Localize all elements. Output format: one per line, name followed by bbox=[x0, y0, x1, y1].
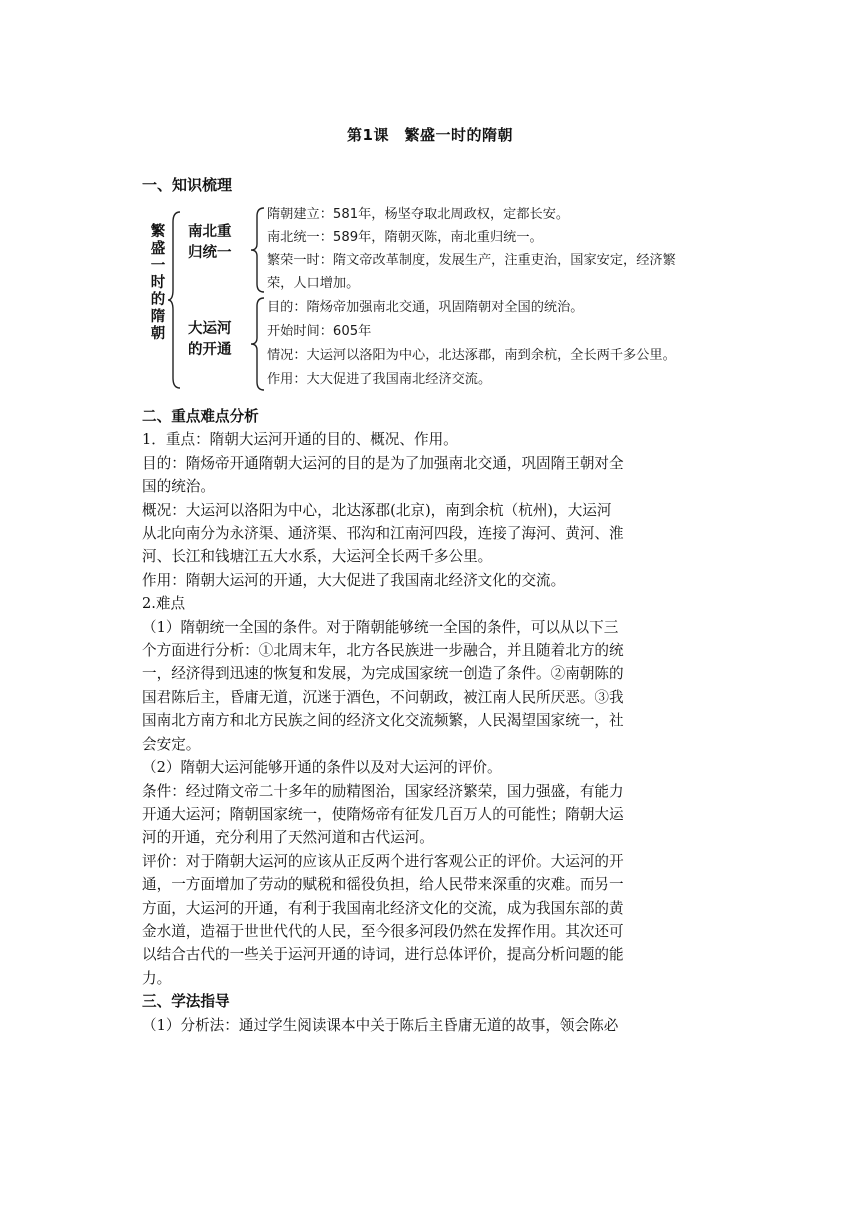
root-char: 朝 bbox=[150, 326, 166, 342]
root-char: 的 bbox=[150, 292, 166, 308]
branch-reunification-brace bbox=[250, 206, 266, 294]
body-line: （1）分析法：通过学生阅读课本中关于陈后主昏庸无道的故事，领会陈必 bbox=[142, 1016, 619, 1034]
root-char: 时 bbox=[150, 275, 166, 291]
grand-canal-item: 目的：隋炀帝加强南北交通，巩固隋朝对全国的统治。 bbox=[267, 300, 584, 315]
body-line: 一，经济得到迅速的恢复和发展，为完成国家统一创造了条件。②南朝陈的 bbox=[142, 665, 624, 683]
body-line: 目的：隋炀帝开通隋朝大运河的目的是为了加强南北交通，巩固隋王朝对全 bbox=[142, 454, 624, 472]
body-line: 国君陈后主，昏庸无道，沉迷于酒色，不问朝政，被江南人民所厌恶。③我 bbox=[142, 688, 624, 706]
diagram-root-label bbox=[150, 224, 166, 343]
body-line: 金水道，造福于世世代代的人民，至今很多河段仍然在发挥作用。其次还可 bbox=[142, 922, 624, 940]
body-line: 通，一方面增加了劳动的赋税和徭役负担，给人民带来深重的灾难。而另一 bbox=[142, 876, 624, 894]
section-heading-study-method: 三、学法指导 bbox=[142, 993, 230, 1011]
reunification-item: 繁荣一时：隋文帝改革制度，发展生产，注重吏治，国家安定，经济繁 bbox=[267, 253, 676, 268]
grand-canal-item: 开始时间：605年 bbox=[267, 324, 372, 339]
reunification-item: 隋朝建立：581年，杨坚夺取北周政权，定都长安。 bbox=[267, 207, 570, 222]
body-line: 会安定。 bbox=[142, 735, 201, 753]
body-line: 评价：对于隋朝大运河的应该从正反两个进行客观公正的评价。大运河的开 bbox=[142, 852, 624, 870]
page-title: 第1课 繁盛一时的隋朝 bbox=[347, 126, 513, 144]
body-line: 概况：大运河以洛阳为中心，北达涿郡(北京)，南到余杭（杭州)，大运河 bbox=[142, 501, 612, 519]
branch-reunification: 南北重 归统一 bbox=[188, 224, 232, 261]
root-char: 隋 bbox=[150, 309, 166, 325]
body-line: 1．重点：隋朝大运河开通的目的、概况、作用。 bbox=[142, 431, 458, 449]
root-char: 繁 bbox=[150, 224, 166, 240]
grand-canal-item: 作用：大大促进了我国南北经济交流。 bbox=[267, 372, 492, 387]
body-line: 开通大运河；隋朝国家统一，使隋炀帝有征发几百万人的可能性；隋朝大运 bbox=[142, 805, 624, 823]
body-line: 方面，大运河的开通，有利于我国南北经济文化的交流，成为我国东部的黄 bbox=[142, 899, 624, 917]
reunification-item: 南北统一：589年，隋朝灭陈，南北重归统一。 bbox=[267, 230, 543, 245]
root-char: 一 bbox=[150, 258, 166, 274]
root-brace bbox=[168, 210, 184, 390]
branch-grand-canal: 大运河 的开通 bbox=[188, 321, 232, 358]
body-line: 河、长江和钱塘江五大水系，大运河全长两千多公里。 bbox=[142, 548, 493, 566]
root-char: 盛 bbox=[150, 241, 166, 257]
section-heading-knowledge: 一、知识梳理 bbox=[142, 176, 233, 194]
body-line: （1）隋朝统一全国的条件。对于隋朝能够统一全国的条件，可以从以下三 bbox=[142, 618, 619, 636]
body-line: 条件：经过隋文帝二十多年的励精图治，国家经济繁荣，国力强盛，有能力 bbox=[142, 782, 624, 800]
body-line: 力。 bbox=[142, 969, 172, 987]
reunification-item: 荣，人口增加。 bbox=[267, 276, 360, 291]
knowledge-outline-diagram bbox=[148, 204, 760, 394]
body-line: 从北向南分为永济渠、通济渠、邗沟和江南河四段，连接了海河、黄河、淮 bbox=[142, 525, 624, 543]
body-line: （2）隋朝大运河能够开通的条件以及对大运河的评价。 bbox=[142, 759, 502, 777]
section-heading-key-points: 二、重点难点分析 bbox=[142, 408, 259, 425]
body-line: 个方面进行分析：①北周末年，北方各民族进一步融合，并且随着北方的统 bbox=[142, 642, 624, 660]
body-line: 国南北方南方和北方民族之间的经济文化交流频繁，人民渴望国家统一，社 bbox=[142, 712, 624, 730]
grand-canal-item: 情况：大运河以洛阳为中心，北达涿郡，南到余杭，全长两千多公里。 bbox=[267, 348, 676, 363]
document-body bbox=[142, 405, 722, 1037]
body-line: 以结合古代的一些关于运河开通的诗词，进行总体评价，提高分析问题的能 bbox=[142, 946, 624, 964]
body-line: 作用：隋朝大运河的开通，大大促进了我国南北经济文化的交流。 bbox=[142, 571, 566, 589]
body-line: 国的统治。 bbox=[142, 478, 215, 496]
body-line: 河的开通，充分利用了天然河道和古代运河。 bbox=[142, 829, 434, 847]
body-line: 2.难点 bbox=[142, 595, 186, 613]
branch-grand-canal-brace bbox=[250, 296, 266, 392]
